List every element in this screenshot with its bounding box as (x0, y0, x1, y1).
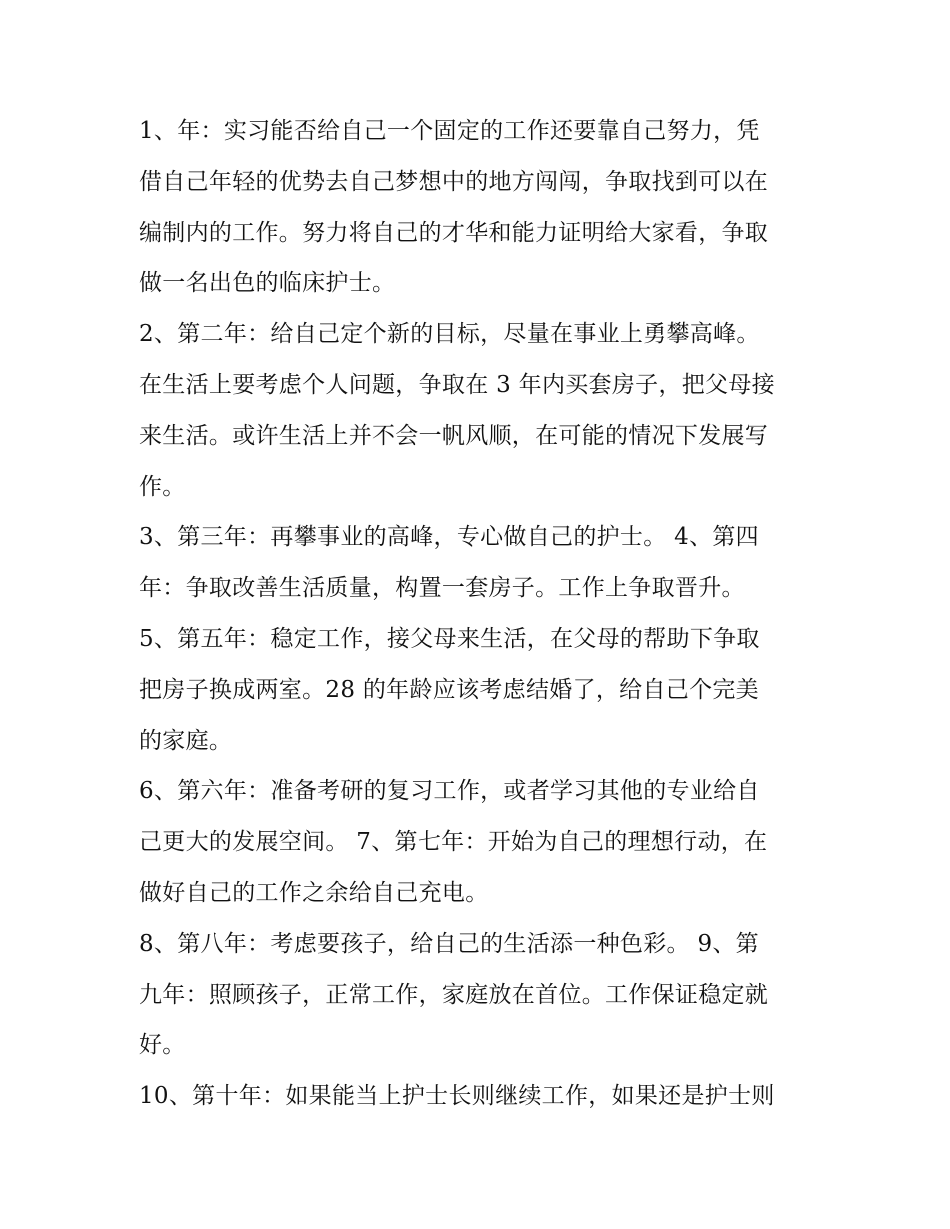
text-line: 2、第二年：给自己定个新的目标，尽量在事业上勇攀高峰。 (139, 321, 760, 348)
text-line: 在生活上要考虑个人问题，争取在 3 年内买套房子，把父母接 (139, 371, 775, 398)
paragraph-year-1 (139, 106, 821, 309)
text-line: 把房子换成两室。28 的年龄应该考虑结婚了，给自己个完美 (139, 676, 759, 703)
text-line: 做一名出色的临床护士。 (139, 270, 396, 297)
text-line: 10、第十年：如果能当上护士长则继续工作，如果还是护士则 (139, 1083, 775, 1110)
document-body (139, 106, 821, 1122)
text-line: 借自己年轻的优势去自己梦想中的地方闯闯，争取找到可以在 (139, 168, 769, 195)
paragraph-year-6-7 (139, 766, 821, 918)
text-line: 九年：照顾孩子，正常工作，家庭放在首位。工作保证稳定就 (139, 981, 769, 1008)
text-line: 8、第八年：考虑要孩子，给自己的生活添一种色彩。 9、第 (139, 930, 759, 957)
text-line: 好。 (139, 1032, 186, 1059)
text-line: 编制内的工作。努力将自己的才华和能力证明给大家看，争取 (139, 219, 769, 246)
text-line: 年：争取改善生活质量，构置一套房子。工作上争取晋升。 (139, 575, 745, 602)
paragraph-year-3-4 (139, 512, 821, 614)
text-line: 作。 (139, 473, 186, 500)
paragraph-year-8-9 (139, 919, 821, 1071)
paragraph-year-10 (139, 1071, 821, 1122)
text-line: 来生活。或许生活上并不会一帆风顺，在可能的情况下发展写 (139, 422, 769, 449)
text-line: 5、第五年：稳定工作，接父母来生活，在父母的帮助下争取 (139, 625, 760, 652)
text-line: 己更大的发展空间。 7、第七年：开始为自己的理想行动，在 (139, 829, 768, 856)
text-line: 3、第三年：再攀事业的高峰，专心做自己的护士。 4、第四 (139, 524, 759, 551)
paragraph-year-5 (139, 614, 821, 766)
text-line: 的家庭。 (139, 727, 233, 754)
text-line: 做好自己的工作之余给自己充电。 (139, 879, 489, 906)
paragraph-year-2 (139, 309, 821, 512)
text-line: 6、第六年：准备考研的复习工作，或者学习其他的专业给自 (139, 778, 760, 805)
text-line: 1、年：实习能否给自己一个固定的工作还要靠自己努力，凭 (139, 118, 760, 144)
